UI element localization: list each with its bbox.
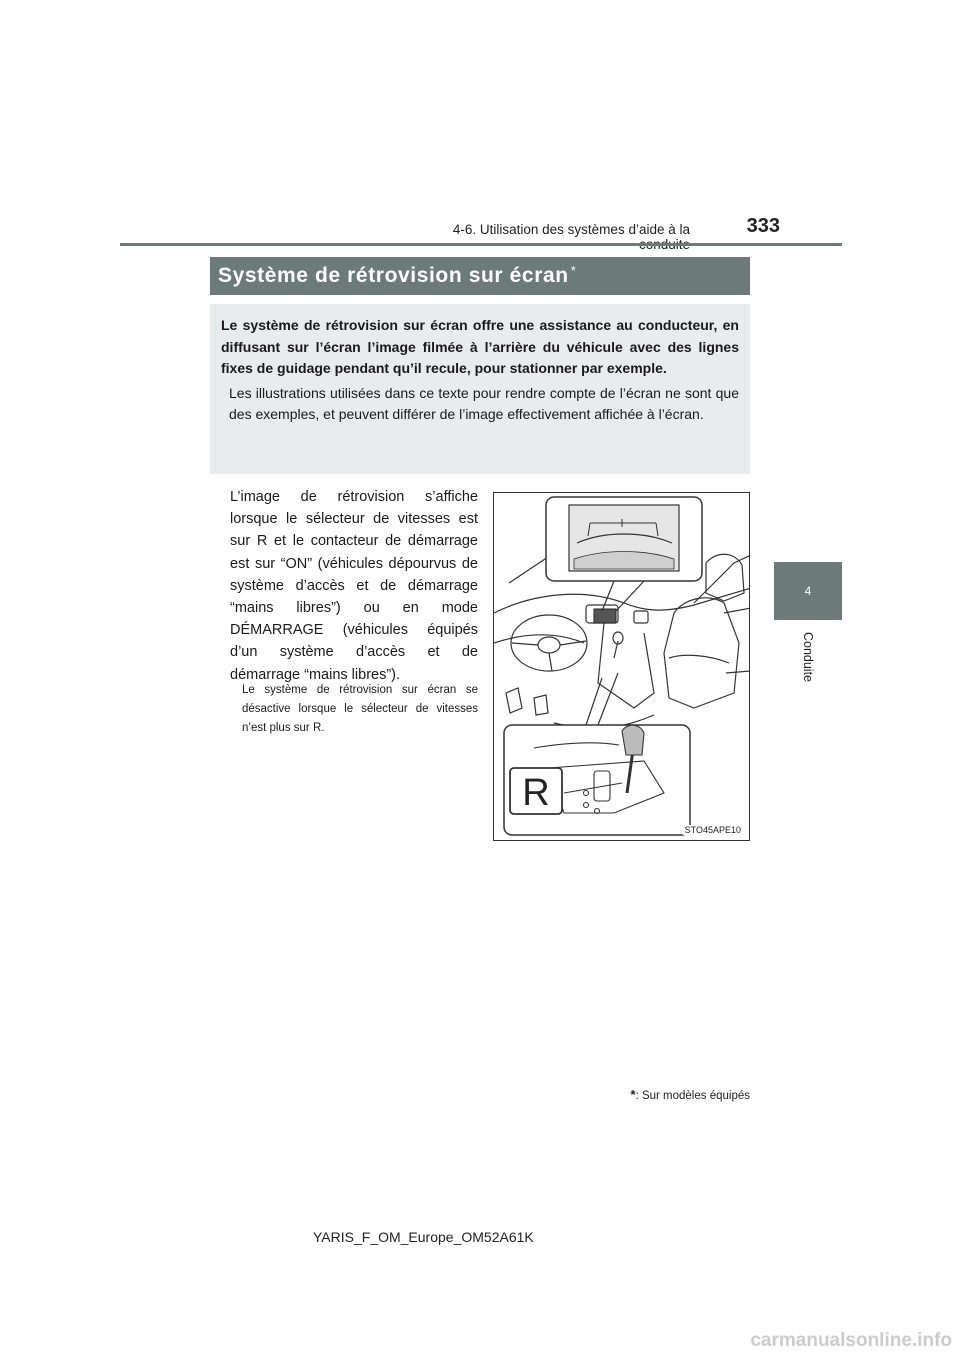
chapter-label xyxy=(774,622,842,692)
section-title: Système de rétrovision sur écran xyxy=(218,264,569,287)
body-note: Le système de rétrovision sur écran se désactive lorsque le sélecteur de vitesses n’est plus sur R. xyxy=(242,684,478,735)
watermark: carmanualsonline.info xyxy=(750,1330,952,1351)
footnote xyxy=(520,1087,750,1102)
dashboard-drawing xyxy=(494,493,750,841)
chapter-label-text: Conduite xyxy=(800,631,815,683)
page-number: 333 xyxy=(746,215,780,237)
figure-code: STO45APE10 xyxy=(684,825,741,835)
intro-summary: Le système de rétrovision sur écran offre une assistance au conducteur, en diffusant sur l’écran l’image filmée à l’arrière du véhicule avec des lignes fixes de guidage pendant qu’il recule, pour stationner par exemple. xyxy=(221,317,739,376)
footnote-marker: * xyxy=(630,1087,636,1102)
header-divider xyxy=(120,243,842,246)
gear-r-label: R xyxy=(522,772,550,814)
chapter-number: 4 xyxy=(804,584,812,598)
intro-box xyxy=(210,304,750,474)
footnote-text: : Sur modèles équipés xyxy=(635,1090,750,1102)
chapter-tab xyxy=(774,562,842,620)
section-label: 4-6. Utilisation des systèmes d’aide à la xyxy=(452,222,690,237)
manual-code: YARIS_F_OM_Europe_OM52A61K xyxy=(313,1229,534,1245)
body-paragraph: L’image de rétrovision s’affiche lorsque le sélecteur de vitesses est sur R et le contacteur de démarrage est sur “ON” (véhicules dépourvus de système d’accès et de démarrage “mains libres”) ou en mode DÉMARRAGE (véhicules équipés d’un système d’accès et de démarrage “mains libres”). xyxy=(230,489,478,683)
equipped-marker: * xyxy=(570,263,577,278)
dashboard-illustration xyxy=(493,492,750,841)
intro-note: Les illustrations utilisées dans ce texte pour rendre compte de l’écran ne sont que des exemples, et peuvent différer de l’image effectivement affichée à l’écran. xyxy=(229,384,739,422)
section-title-bar xyxy=(210,257,750,295)
